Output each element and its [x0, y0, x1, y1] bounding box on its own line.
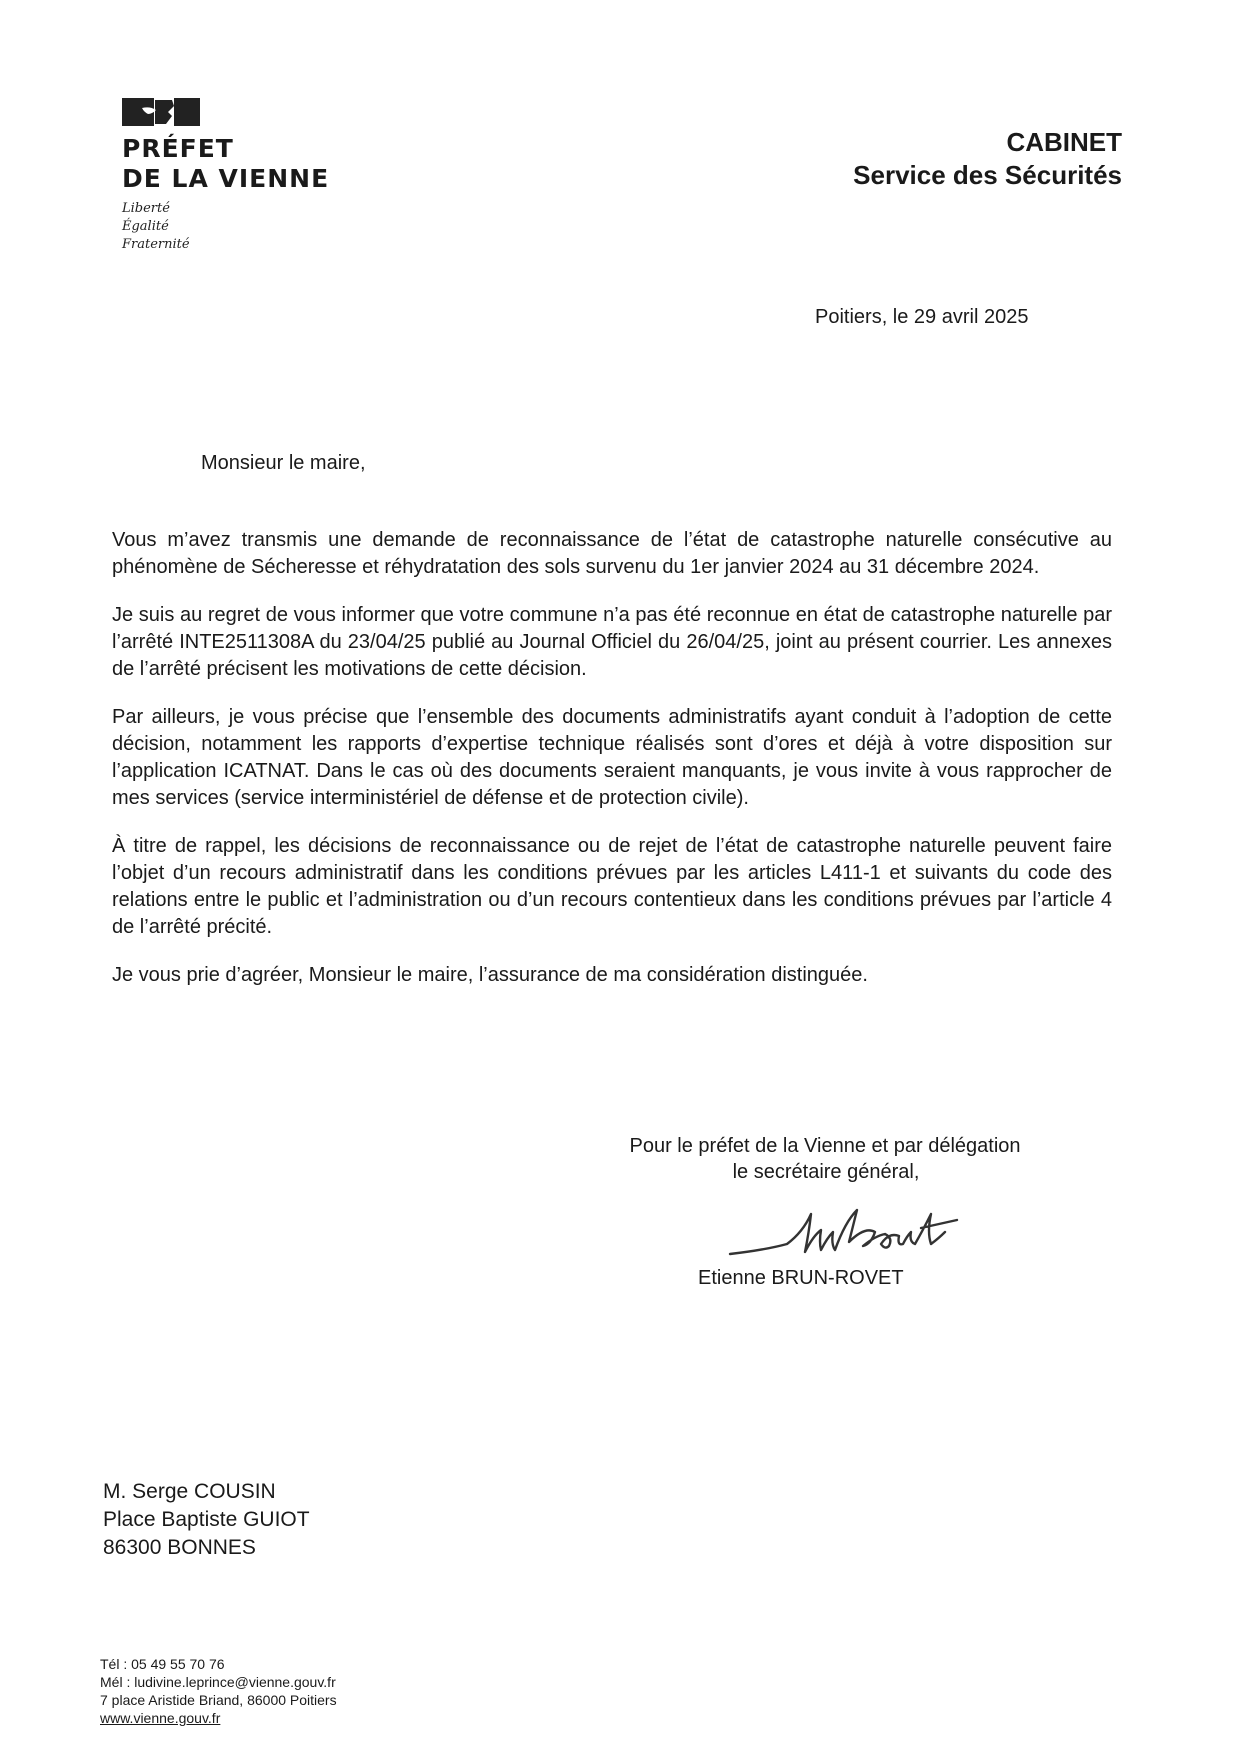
- paragraph-request: Vous m’avez transmis une demande de reconnaissance de l’état de catastrophe naturelle consécutive au phénomène de Sécheresse et réhydratation des sols survenu du 1er janvier 2024 au 31 décembre 2024.: [112, 529, 1112, 578]
- recipient-city: 86300 BONNES: [103, 1536, 256, 1559]
- footer-email: Mél : ludivine.leprince@vienne.gouv.fr: [100, 1674, 336, 1690]
- motto-liberte: Liberté: [122, 201, 170, 216]
- motto-egalite: Égalité: [122, 219, 169, 234]
- handwritten-signature: [725, 1192, 975, 1272]
- signature-delegation: Pour le préfet de la Vienne et par délégation: [629, 1135, 1021, 1157]
- prefet-department: DE LA VIENNE: [122, 164, 330, 193]
- salutation: Monsieur le maire,: [201, 452, 366, 474]
- service-name: Service des Sécurités: [853, 160, 1122, 190]
- recipient-street: Place Baptiste GUIOT: [103, 1508, 310, 1531]
- recipient-name: M. Serge COUSIN: [103, 1480, 276, 1503]
- marianne-emblem-icon: [122, 98, 202, 126]
- footer-address: 7 place Aristide Briand, 86000 Poitiers: [100, 1692, 337, 1708]
- service-cabinet: CABINET: [1006, 127, 1122, 157]
- footer-contact: [100, 1655, 337, 1727]
- service-header: [853, 126, 1122, 192]
- footer-phone: Tél : 05 49 55 70 76: [100, 1656, 225, 1672]
- prefet-title: PRÉFET: [122, 134, 234, 163]
- paragraph-closing: Je vous prie d’agréer, Monsieur le maire, l’assurance de ma considération distinguée.: [112, 964, 868, 986]
- footer-website-link[interactable]: www.vienne.gouv.fr: [100, 1710, 221, 1726]
- paragraph-documents: Par ailleurs, je vous précise que l’ensemble des documents administratifs ayant conduit à l’adoption de cette décision, notamment les rapports d’expertise technique réalisés sont d’ores et déjà à votre disposition sur l’application ICATNAT. Dans le cas où des documents seraient manquants, je vous invite à vous rapprocher de mes services (service interministériel de défense et de protection civile).: [112, 706, 1112, 809]
- paragraph-decision: Je suis au regret de vous informer que votre commune n’a pas été reconnue en état de catastrophe naturelle par l’arrêté INTE2511308A du 23/04/25 publié au Journal Officiel du 26/04/25, joint au présent courrier. Les annexes de l’arrêté précisent les motivations de cette décision.: [112, 604, 1112, 680]
- letter-body: [112, 527, 1112, 1010]
- letter-date: Poitiers, le 29 avril 2025: [815, 306, 1029, 328]
- recipient-address: [103, 1478, 310, 1562]
- signature-role: le secrétaire général,: [732, 1161, 920, 1183]
- paragraph-appeal: À titre de rappel, les décisions de reconnaissance ou de rejet de l’état de catastrophe naturelle peuvent faire l’objet d’un recours administratif dans les conditions prévues par les articles L411-1 et suivants du code des relations entre le public et l’administration ou d’un recours contentieux dans les conditions prévues par l’article 4 de l’arrêté précité.: [112, 835, 1112, 938]
- signer-name: Etienne BRUN-ROVET: [698, 1267, 904, 1289]
- signature-block: [555, 1133, 1095, 1185]
- motto-fraternite: Fraternité: [122, 237, 190, 252]
